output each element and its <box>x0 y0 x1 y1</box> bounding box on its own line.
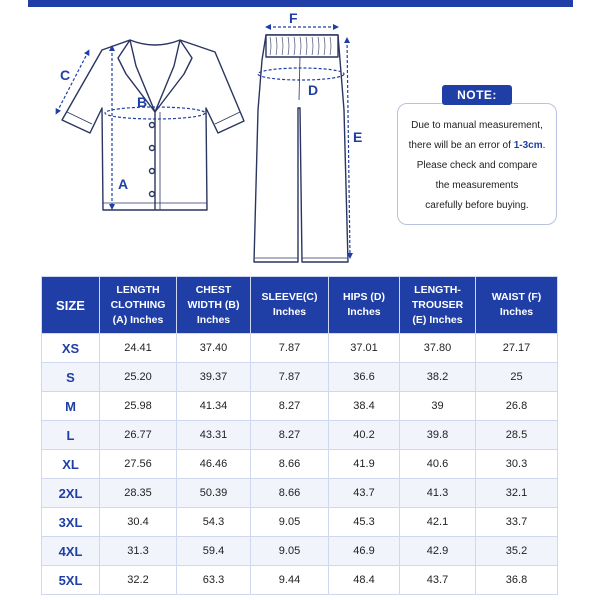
measurement-cell: 8.66 <box>251 479 329 508</box>
table-row <box>42 566 558 595</box>
measurement-cell: 8.27 <box>251 421 329 450</box>
measurement-cell: 30.4 <box>100 508 177 537</box>
measurement-cell: 7.87 <box>251 334 329 363</box>
column-header-line: WIDTH (B) <box>187 298 240 311</box>
column-header-line: WAIST (F) <box>491 291 542 303</box>
measurement-cell: 9.05 <box>251 537 329 566</box>
size-cell: 5XL <box>42 566 100 595</box>
label-f: F <box>289 10 298 26</box>
measurement-cell: 40.6 <box>400 450 476 479</box>
measurement-cell: 31.3 <box>100 537 177 566</box>
column-header-line: Inches <box>272 306 307 318</box>
column-header-length <box>100 277 177 334</box>
measurement-cell: 40.2 <box>329 421 400 450</box>
error-range-highlight: 1-3cm <box>513 140 543 151</box>
measurement-cell: 7.87 <box>251 363 329 392</box>
measurement-cell: 26.8 <box>476 392 558 421</box>
note-line: carefully before buying. <box>425 200 529 211</box>
measurement-cell: 27.56 <box>100 450 177 479</box>
size-cell: 4XL <box>42 537 100 566</box>
column-header-line: (A) Inches <box>112 313 164 326</box>
measurement-cell: 43.7 <box>400 566 476 595</box>
column-header-line: TROUSER <box>411 298 464 311</box>
trousers-illustration <box>254 35 348 262</box>
table-row <box>42 479 558 508</box>
measurement-cell: 48.4 <box>329 566 400 595</box>
column-header-sleeve <box>251 277 329 334</box>
note-line-suffix: . <box>542 140 546 151</box>
column-header-line: CLOTHING <box>110 298 166 311</box>
table-row <box>42 334 558 363</box>
label-d: D <box>308 82 319 98</box>
measurement-cell: 28.5 <box>476 421 558 450</box>
measurement-cell: 28.35 <box>100 479 177 508</box>
column-header-size <box>42 277 100 334</box>
size-chart-table <box>41 276 558 595</box>
measurement-cell: 24.41 <box>100 334 177 363</box>
measurement-cell: 46.46 <box>177 450 251 479</box>
measurement-cell: 39.8 <box>400 421 476 450</box>
measurement-cell: 9.44 <box>251 566 329 595</box>
size-cell: 2XL <box>42 479 100 508</box>
measurement-cell: 41.3 <box>400 479 476 508</box>
measurement-cell: 8.27 <box>251 392 329 421</box>
column-header-line: SIZE <box>56 297 85 313</box>
column-header-line: LENGTH- <box>414 283 461 296</box>
measurement-cell: 9.05 <box>251 508 329 537</box>
note-text <box>400 116 554 216</box>
column-header-line: CHEST <box>195 283 232 296</box>
measurement-cell: 42.1 <box>400 508 476 537</box>
column-header-line: (E) Inches <box>412 313 463 326</box>
label-c: C <box>60 67 71 83</box>
measurement-cell: 30.3 <box>476 450 558 479</box>
measurement-cell: 41.9 <box>329 450 400 479</box>
measurement-cell: 35.2 <box>476 537 558 566</box>
column-header-line: LENGTH <box>116 283 160 296</box>
measurement-cell: 59.4 <box>177 537 251 566</box>
measurement-cell: 32.2 <box>100 566 177 595</box>
label-e: E <box>353 129 363 145</box>
note-line: Please check and compare <box>416 160 538 171</box>
column-header-line: Inches <box>499 306 534 318</box>
measurement-cell: 41.34 <box>177 392 251 421</box>
measurement-cell: 39 <box>400 392 476 421</box>
column-header-trouser <box>400 277 476 334</box>
measurement-cell: 38.4 <box>329 392 400 421</box>
column-header-line: SLEEVE(C) <box>261 291 318 303</box>
table-row <box>42 363 558 392</box>
table-row <box>42 392 558 421</box>
measurement-cell: 25.20 <box>100 363 177 392</box>
size-cell: XL <box>42 450 100 479</box>
note-line: Due to manual measurement, <box>411 120 543 131</box>
note-title: NOTE: <box>442 85 512 105</box>
measurement-cell: 33.7 <box>476 508 558 537</box>
size-cell: 3XL <box>42 508 100 537</box>
column-header-chest <box>177 277 251 334</box>
note-line: the measurements <box>435 180 519 191</box>
measurement-cell: 50.39 <box>177 479 251 508</box>
measurement-cell: 36.6 <box>329 363 400 392</box>
table-row <box>42 508 558 537</box>
measurement-cell: 45.3 <box>329 508 400 537</box>
label-a: A <box>118 176 129 192</box>
column-header-waist <box>476 277 558 334</box>
measurement-cell: 8.66 <box>251 450 329 479</box>
measurement-cell: 43.7 <box>329 479 400 508</box>
measurement-cell: 42.9 <box>400 537 476 566</box>
column-header-line: Inches <box>196 313 231 326</box>
column-header-line: HIPS (D) <box>343 291 385 303</box>
measurement-cell: 38.2 <box>400 363 476 392</box>
label-b: B <box>137 94 148 110</box>
table-row <box>42 450 558 479</box>
table-header-row <box>42 277 558 334</box>
column-header-line: Inches <box>347 306 381 318</box>
measurement-cell: 37.01 <box>329 334 400 363</box>
measurement-cell: 25.98 <box>100 392 177 421</box>
table-body <box>42 334 558 595</box>
table-row <box>42 421 558 450</box>
measurement-cell: 26.77 <box>100 421 177 450</box>
shirt-illustration <box>62 40 244 210</box>
column-header-hips <box>329 277 400 334</box>
measurement-cell: 63.3 <box>177 566 251 595</box>
measurement-cell: 54.3 <box>177 508 251 537</box>
size-cell: M <box>42 392 100 421</box>
measurement-cell: 32.1 <box>476 479 558 508</box>
size-cell: L <box>42 421 100 450</box>
measurement-cell: 43.31 <box>177 421 251 450</box>
size-cell: S <box>42 363 100 392</box>
measurement-cell: 37.40 <box>177 334 251 363</box>
measurement-cell: 39.37 <box>177 363 251 392</box>
measurement-cell: 46.9 <box>329 537 400 566</box>
measurement-cell: 25 <box>476 363 558 392</box>
note-line <box>400 136 554 156</box>
measurement-cell: 37.80 <box>400 334 476 363</box>
size-cell: XS <box>42 334 100 363</box>
measurement-cell: 27.17 <box>476 334 558 363</box>
table-row <box>42 537 558 566</box>
measurement-cell: 36.8 <box>476 566 558 595</box>
note-line-prefix: there will be an error of <box>408 140 514 151</box>
